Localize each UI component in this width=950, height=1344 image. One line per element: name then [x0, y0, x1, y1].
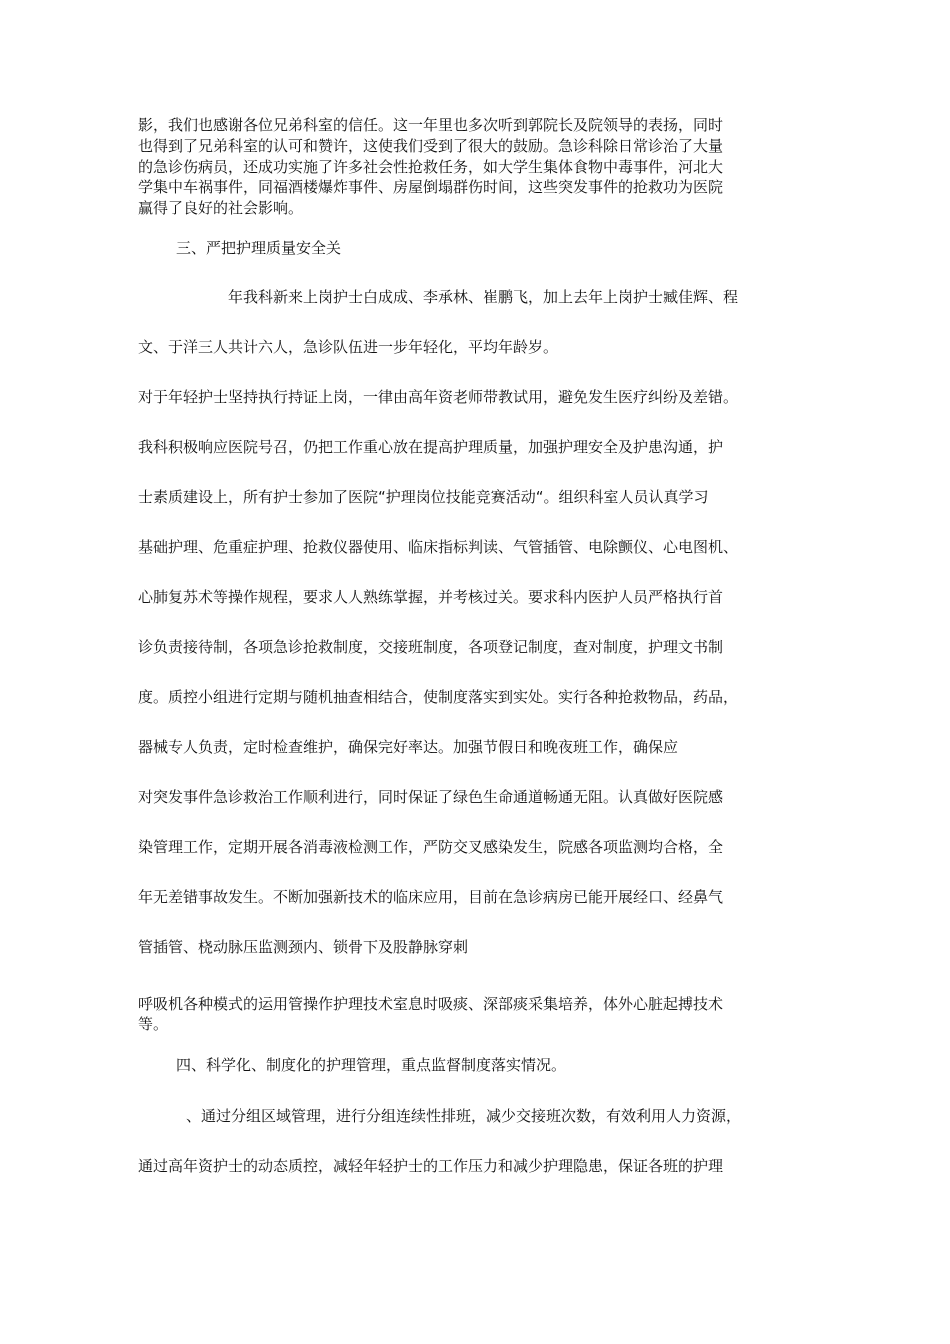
paragraph-line: 基础护理、危重症护理、抢救仪器使用、临床指标判读、气管插管、电除颤仪、心电图机、	[138, 538, 739, 556]
paragraph-line: 心肺复苏术等操作规程，要求人人熟练掌握，并考核过关。要求科内医护人员严格执行首	[138, 588, 724, 606]
paragraph-line: 也得到了兄弟科室的认可和赞许，这使我们受到了很大的鼓励。急诊科除日常诊治了大量	[138, 137, 724, 155]
paragraph-line: 等。	[138, 1015, 169, 1033]
paragraph-line: 度。质控小组进行定期与随机抽查相结合，使制度落实到实处。实行各种抢救物品，药品，	[138, 688, 739, 706]
paragraph-line: 染管理工作，定期开展各消毒液检测工作，严防交叉感染发生，院感各项监测均合格，全	[138, 838, 724, 856]
paragraph-line: 赢得了良好的社会影响。	[138, 199, 304, 217]
paragraph-line: 年无差错事故发生。不断加强新技术的临床应用，目前在急诊病房已能开展经口、经鼻气	[138, 888, 724, 906]
paragraph-line: 的急诊伤病员，还成功实施了许多社会性抢救任务，如大学生集体食物中毒事件，河北大	[138, 158, 724, 176]
paragraph-line: 通过高年资护士的动态质控，减轻年轻护士的工作压力和减少护理隐患，保证各班的护理	[138, 1157, 724, 1175]
paragraph-line: 管插管、桡动脉压监测颈内、锁骨下及股静脉穿刺	[138, 938, 469, 956]
paragraph-line: 对于年轻护士坚持执行持证上岗，一律由高年资老师带教试用，避免发生医疗纠纷及差错。	[138, 388, 739, 406]
paragraph-line: 诊负责接待制，各项急诊抢救制度，交接班制度，各项登记制度，查对制度，护理文书制	[138, 638, 724, 656]
paragraph-line: 士素质建设上，所有护士参加了医院“护理岗位技能竞赛活动“。组织科室人员认真学习	[138, 488, 709, 506]
section-heading-3: 三、严把护理质量安全关	[176, 239, 342, 257]
paragraph-line: 对突发事件急诊救治工作顺利进行，同时保证了绿色生命通道畅通无阻。认真做好医院感	[138, 788, 724, 806]
paragraph-line: 呼吸机各种模式的运用管操作护理技术室息时吸痰、深部痰采集培养，体外心脏起搏技术	[138, 995, 724, 1013]
paragraph-line: 学集中车祸事件，同福酒楼爆炸事件、房屋倒塌群伤时间，这些突发事件的抢救功为医院	[138, 178, 724, 196]
paragraph-line: 、通过分组区域管理，进行分组连续性排班，减少交接班次数，有效利用人力资源，	[186, 1107, 742, 1125]
paragraph-line: 年我科新来上岗护士白成成、李承林、崔鹏飞，加上去年上岗护士臧佳辉、程	[228, 288, 739, 306]
paragraph-line: 文、于洋三人共计六人，急诊队伍进一步年轻化，平均年龄岁。	[138, 338, 559, 356]
paragraph-line: 我科积极响应医院号召，仍把工作重心放在提高护理质量，加强护理安全及护患沟通，护	[138, 438, 724, 456]
paragraph-line: 影，我们也感谢各位兄弟科室的信任。这一年里也多次听到郭院长及院领导的表扬，同时	[138, 116, 724, 134]
section-heading-4: 四、科学化、制度化的护理管理，重点监督制度落实情况。	[176, 1056, 567, 1074]
paragraph-line: 器械专人负责，定时检查维护，确保完好率达。加强节假日和晚夜班工作，确保应	[138, 738, 679, 756]
